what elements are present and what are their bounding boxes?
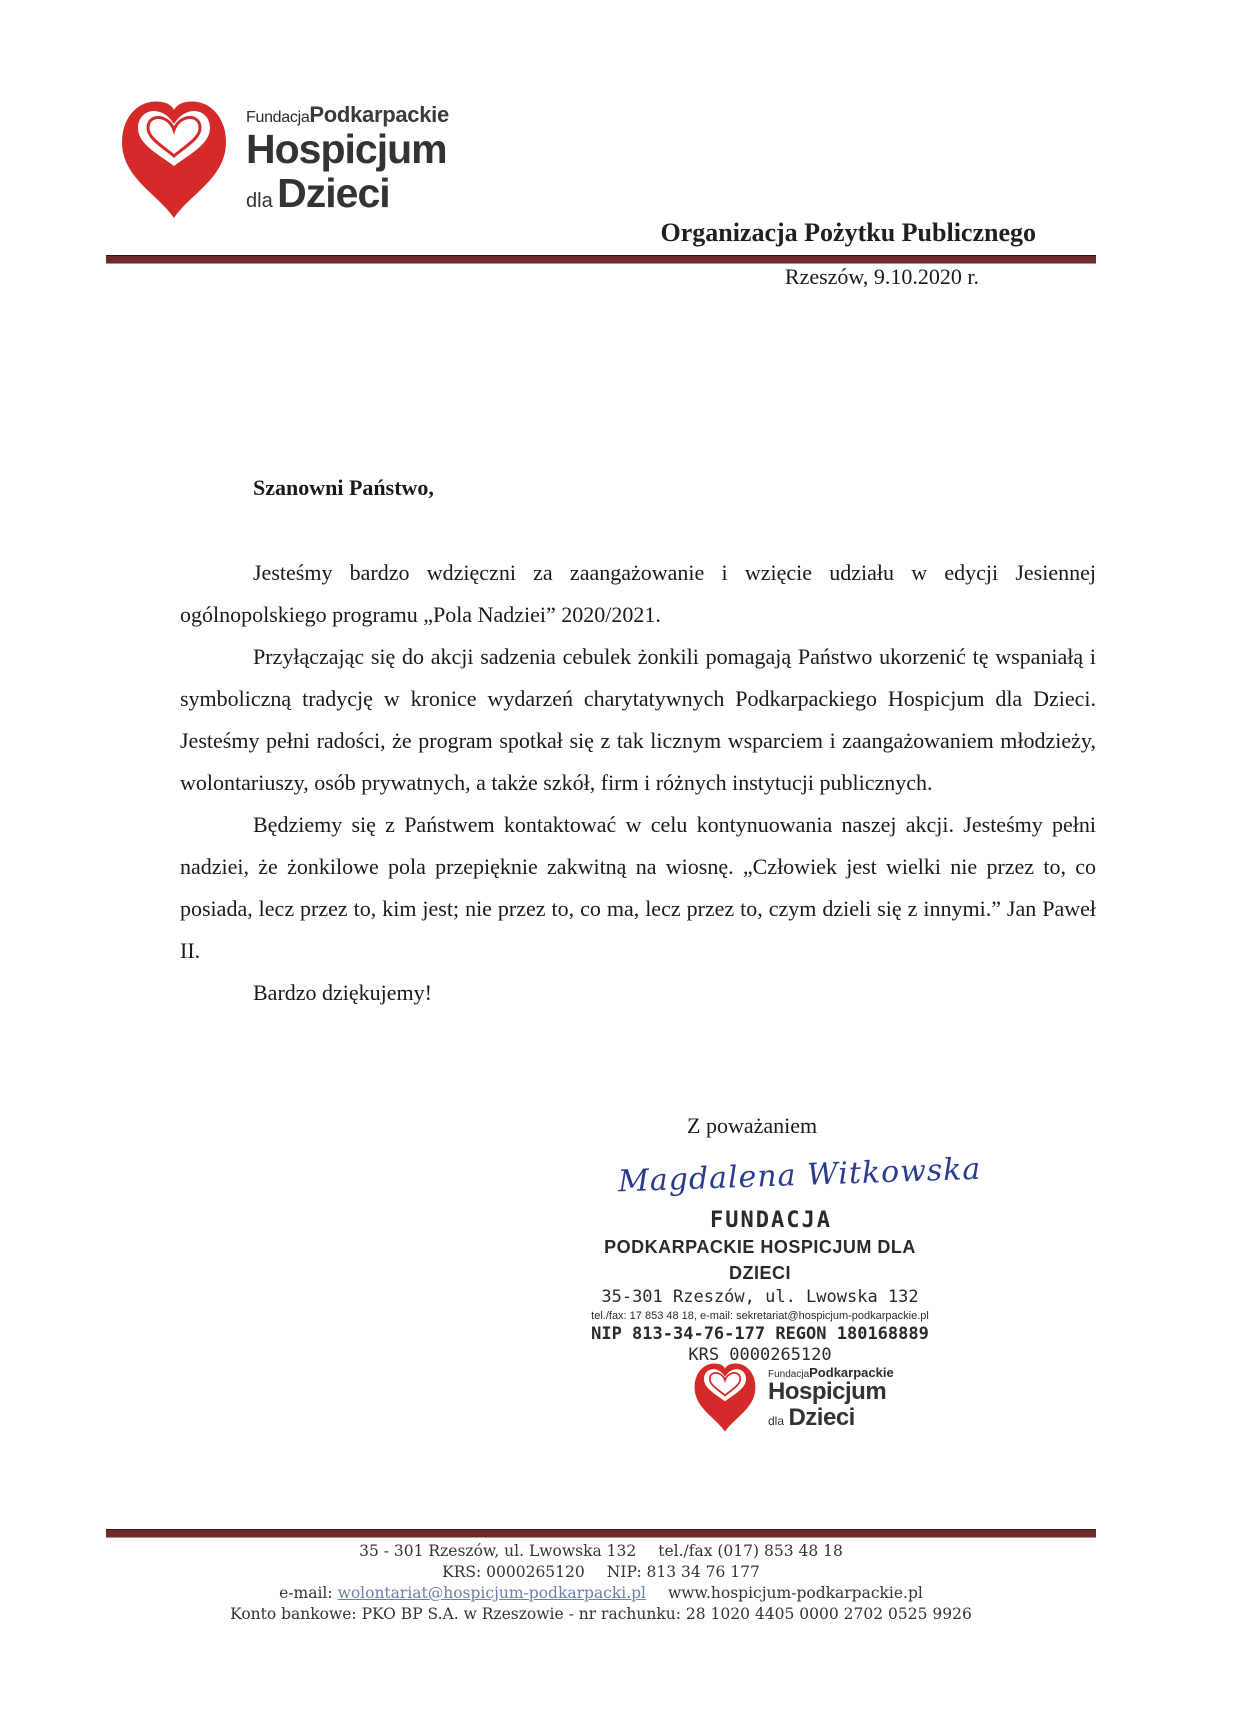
logo2-fundacja: Fundacja [768, 1369, 810, 1380]
signature: Magdalena Witkowska [617, 1151, 982, 1200]
heart-logo-small-icon [692, 1358, 758, 1434]
paragraph-3: Będziemy się z Państwem kontaktować w celu kontynuowania naszej akcji. Jesteśmy pełni nadziei, że żonkilowe pola przepięknie zakwitną na wiosnę. „Człowiek jest wielki nie przez to, co posiada, lecz przez to, kim jest; nie przez to, co ma, lecz przez to, czym dzieli się z innymi.” Jan Paweł II. [180, 812, 1096, 963]
footer-email-label: e-mail: [279, 1584, 333, 1602]
footer-phone: tel./fax (017) 853 48 18 [658, 1542, 843, 1560]
stamp-line6: KRS 0000265120 [688, 1345, 832, 1365]
paragraph-4: Bardzo dziękujemy! [253, 980, 432, 1005]
stamp-line5: NIP 813-34-76-177 REGON 180168889 [591, 1324, 929, 1344]
footer-line1 [106, 1541, 1096, 1562]
letter-body [180, 552, 1096, 1014]
logo-podkarpackie: Podkarpackie [309, 102, 449, 127]
stamp-logo [692, 1358, 932, 1438]
stamp-line1: FUNDACJA [710, 1208, 832, 1233]
logo2-dzieci: Dzieci [788, 1404, 855, 1431]
letter-date: Rzeszów, 9.10.2020 r. [784, 264, 979, 289]
logo-fundacja: Fundacja [246, 109, 310, 126]
footer-krs: KRS: 0000265120 [442, 1563, 585, 1581]
stamp-line4: tel./fax: 17 853 48 18, e-mail: sekretariat@hospicjum-podkarpackie.pl [591, 1310, 929, 1322]
header-logo [118, 92, 498, 222]
logo-hospicjum: Hospicjum [246, 126, 447, 172]
logo2-podkarpackie: Podkarpackie [809, 1365, 894, 1380]
footer-line3 [106, 1583, 1096, 1604]
footer-email-link[interactable]: wolontariat@hospicjum-podkarpacki.pl [337, 1584, 647, 1602]
footer [106, 1541, 1096, 1625]
footer-divider [106, 1529, 1096, 1538]
salutation: Szanowni Państwo, [253, 475, 434, 500]
footer-nip: NIP: 813 34 76 177 [606, 1563, 760, 1581]
stamp-line2: PODKARPACKIE HOSPICJUM DLA DZIECI [604, 1237, 916, 1283]
logo2-hospicjum: Hospicjum [768, 1378, 887, 1405]
paragraph-1: Jesteśmy bardzo wdzięczni za zaangażowanie i wzięcie udziału w edycji Jesiennej ogólnopolskiego programu „Pola Nadziei” 2020/2021. [180, 560, 1096, 627]
footer-address: 35 - 301 Rzeszów, ul. Lwowska 132 [359, 1542, 637, 1560]
stamp-line3: 35-301 Rzeszów, ul. Lwowska 132 [601, 1287, 919, 1307]
footer-bank: Konto bankowe: PKO BP S.A. w Rzeszowie - nr rachunku: 28 1020 4405 0000 2702 0525 9926 [230, 1605, 972, 1623]
logo-dla: dla [246, 190, 273, 212]
logo2-line3 [768, 1404, 855, 1432]
closing: Z poważaniem [687, 1113, 818, 1138]
heart-logo-icon [118, 92, 230, 222]
foundation-stamp [590, 1208, 930, 1366]
footer-website[interactable]: www.hospicjum-podkarpackie.pl [668, 1584, 923, 1602]
logo-dzieci: Dzieci [277, 170, 390, 216]
footer-line2 [106, 1562, 1096, 1583]
paragraph-2: Przyłączając się do akcji sadzenia cebulek żonkili pomagają Państwo ukorzenić tę wspaniałą i symboliczną tradycję w kronice wydarzeń charytatywnych Podkarpackiego Hospicjum dla Dzieci. Jesteśmy pełni radości, że program spotkał się z tak licznym wsparciem i zaangażowaniem młodzieży, wolontariuszy, osób prywatnych, a także szkół, firm i różnych instytucji publicznych. [180, 644, 1096, 795]
logo-line1 [246, 102, 449, 128]
header-divider [106, 255, 1096, 264]
logo2-dla: dla [768, 1414, 785, 1428]
logo-line3 [246, 170, 390, 217]
org-title: Organizacja Pożytku Publicznego [660, 218, 1036, 247]
